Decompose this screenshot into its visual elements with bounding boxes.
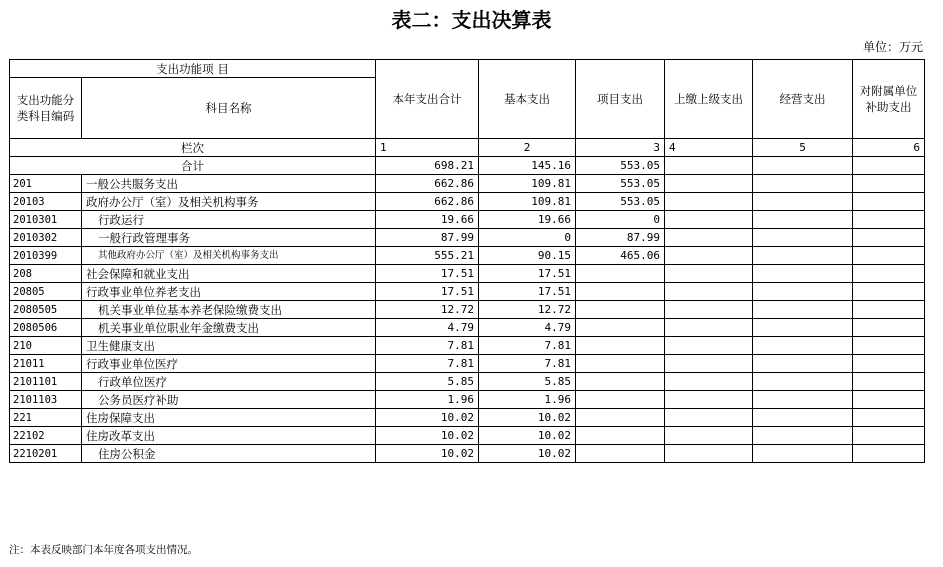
row-code: 20103 <box>10 193 82 211</box>
row-value-5 <box>753 193 853 211</box>
total-value-4 <box>665 157 753 175</box>
row-value-6 <box>853 409 925 427</box>
row-value-5 <box>753 445 853 463</box>
row-value-1: 662.86 <box>376 175 479 193</box>
row-value-1: 4.79 <box>376 319 479 337</box>
column-index-5: 5 <box>753 139 853 157</box>
row-value-3: 465.06 <box>576 247 665 265</box>
row-value-1: 5.85 <box>376 373 479 391</box>
row-value-1: 7.81 <box>376 337 479 355</box>
row-value-3: 553.05 <box>576 175 665 193</box>
table-row <box>10 391 925 409</box>
table-row <box>10 175 925 193</box>
table-row <box>10 283 925 301</box>
row-value-3 <box>576 427 665 445</box>
row-name: 住房公积金 <box>82 445 376 463</box>
col-header-project: 项目支出 <box>576 60 665 139</box>
row-value-6 <box>853 211 925 229</box>
row-value-1: 1.96 <box>376 391 479 409</box>
row-value-4 <box>665 319 753 337</box>
row-value-5 <box>753 373 853 391</box>
row-value-4 <box>665 373 753 391</box>
row-value-4 <box>665 355 753 373</box>
row-value-6 <box>853 337 925 355</box>
page-title: 表二：支出决算表 <box>391 8 552 32</box>
row-value-2: 12.72 <box>479 301 576 319</box>
total-value-3: 553.05 <box>576 157 665 175</box>
row-value-2: 0 <box>479 229 576 247</box>
code-header: 支出功能分类科目编码 <box>10 78 82 139</box>
row-value-3 <box>576 319 665 337</box>
row-code: 208 <box>10 265 82 283</box>
footnote: 注：本表反映部门本年度各项支出情况。 <box>9 544 198 556</box>
row-value-3 <box>576 373 665 391</box>
row-value-2: 7.81 <box>479 355 576 373</box>
row-value-5 <box>753 427 853 445</box>
row-code: 210 <box>10 337 82 355</box>
table-row <box>10 247 925 265</box>
row-value-6 <box>853 427 925 445</box>
header-row-top <box>10 60 925 78</box>
row-value-3 <box>576 391 665 409</box>
row-value-4 <box>665 445 753 463</box>
row-value-1: 662.86 <box>376 193 479 211</box>
name-header: 科目名称 <box>82 78 376 139</box>
table-row <box>10 373 925 391</box>
row-value-5 <box>753 319 853 337</box>
column-index-4: 4 <box>665 139 753 157</box>
row-value-5 <box>753 229 853 247</box>
row-value-3: 553.05 <box>576 193 665 211</box>
row-value-6 <box>853 373 925 391</box>
col-header-operating: 经营支出 <box>753 60 853 139</box>
row-value-3 <box>576 409 665 427</box>
column-index-6: 6 <box>853 139 925 157</box>
table-row <box>10 211 925 229</box>
row-value-5 <box>753 409 853 427</box>
row-value-2: 109.81 <box>479 175 576 193</box>
row-name: 机关事业单位基本养老保险缴费支出 <box>82 301 376 319</box>
total-value-1: 698.21 <box>376 157 479 175</box>
total-value-6 <box>853 157 925 175</box>
column-index-1: 1 <box>376 139 479 157</box>
column-index-row <box>10 139 925 157</box>
row-value-5 <box>753 355 853 373</box>
table-row <box>10 337 925 355</box>
row-value-5 <box>753 211 853 229</box>
row-code: 20805 <box>10 283 82 301</box>
expenditure-table <box>9 59 925 463</box>
row-value-1: 17.51 <box>376 283 479 301</box>
row-value-6 <box>853 319 925 337</box>
row-value-6 <box>853 445 925 463</box>
expenditure-rows <box>10 175 925 463</box>
unit-label: 单位：万元 <box>862 40 923 54</box>
row-code: 2080505 <box>10 301 82 319</box>
row-value-1: 10.02 <box>376 409 479 427</box>
total-label: 合计 <box>10 157 376 175</box>
total-row <box>10 157 925 175</box>
row-value-4 <box>665 211 753 229</box>
row-name: 卫生健康支出 <box>82 337 376 355</box>
row-code: 221 <box>10 409 82 427</box>
row-value-3 <box>576 337 665 355</box>
row-code: 2101103 <box>10 391 82 409</box>
row-value-2: 19.66 <box>479 211 576 229</box>
row-code: 2210201 <box>10 445 82 463</box>
row-code: 2010302 <box>10 229 82 247</box>
row-code: 21011 <box>10 355 82 373</box>
row-name: 一般行政管理事务 <box>82 229 376 247</box>
row-value-1: 555.21 <box>376 247 479 265</box>
table-row <box>10 193 925 211</box>
row-value-4 <box>665 337 753 355</box>
col-header-remit-upper: 上缴上级支出 <box>665 60 753 139</box>
row-value-3 <box>576 265 665 283</box>
table-row <box>10 355 925 373</box>
row-value-1: 10.02 <box>376 427 479 445</box>
total-value-5 <box>753 157 853 175</box>
row-name: 其他政府办公厅（室）及相关机构事务支出 <box>82 247 376 265</box>
row-value-2: 1.96 <box>479 391 576 409</box>
table-row <box>10 427 925 445</box>
row-value-4 <box>665 247 753 265</box>
row-code: 2101101 <box>10 373 82 391</box>
table-row <box>10 409 925 427</box>
row-value-5 <box>753 265 853 283</box>
row-name: 住房改革支出 <box>82 427 376 445</box>
row-code: 2080506 <box>10 319 82 337</box>
row-value-3: 0 <box>576 211 665 229</box>
total-value-2: 145.16 <box>479 157 576 175</box>
row-value-2: 17.51 <box>479 265 576 283</box>
column-index-3: 3 <box>576 139 665 157</box>
row-value-6 <box>853 283 925 301</box>
row-value-4 <box>665 193 753 211</box>
table-row <box>10 301 925 319</box>
row-value-2: 90.15 <box>479 247 576 265</box>
row-value-6 <box>853 175 925 193</box>
row-value-6 <box>853 265 925 283</box>
row-code: 2010399 <box>10 247 82 265</box>
row-name: 行政事业单位养老支出 <box>82 283 376 301</box>
row-value-5 <box>753 337 853 355</box>
row-value-1: 17.51 <box>376 265 479 283</box>
row-value-6 <box>853 229 925 247</box>
row-value-2: 10.02 <box>479 427 576 445</box>
row-code: 22102 <box>10 427 82 445</box>
row-value-1: 7.81 <box>376 355 479 373</box>
row-value-4 <box>665 283 753 301</box>
row-value-1: 87.99 <box>376 229 479 247</box>
table-row <box>10 265 925 283</box>
table-row <box>10 229 925 247</box>
col-header-total: 本年支出合计 <box>376 60 479 139</box>
row-value-2: 4.79 <box>479 319 576 337</box>
row-code: 2010301 <box>10 211 82 229</box>
col-header-basic: 基本支出 <box>479 60 576 139</box>
row-value-3 <box>576 301 665 319</box>
column-index-label: 栏次 <box>10 139 376 157</box>
row-name: 机关事业单位职业年金缴费支出 <box>82 319 376 337</box>
row-value-5 <box>753 175 853 193</box>
row-value-3 <box>576 283 665 301</box>
row-value-3 <box>576 355 665 373</box>
row-value-5 <box>753 301 853 319</box>
row-value-5 <box>753 283 853 301</box>
row-value-2: 109.81 <box>479 193 576 211</box>
row-name: 行政运行 <box>82 211 376 229</box>
row-value-4 <box>665 301 753 319</box>
row-value-6 <box>853 391 925 409</box>
row-value-4 <box>665 409 753 427</box>
row-name: 社会保障和就业支出 <box>82 265 376 283</box>
function-group-header: 支出功能项 目 <box>10 60 376 78</box>
row-value-6 <box>853 247 925 265</box>
row-value-2: 10.02 <box>479 445 576 463</box>
row-value-2: 17.51 <box>479 283 576 301</box>
row-value-4 <box>665 175 753 193</box>
row-code: 201 <box>10 175 82 193</box>
row-value-3 <box>576 445 665 463</box>
row-value-4 <box>665 391 753 409</box>
row-value-4 <box>665 229 753 247</box>
row-value-6 <box>853 355 925 373</box>
row-name: 公务员医疗补助 <box>82 391 376 409</box>
row-value-1: 12.72 <box>376 301 479 319</box>
table-row <box>10 319 925 337</box>
row-value-6 <box>853 193 925 211</box>
row-name: 行政单位医疗 <box>82 373 376 391</box>
row-value-5 <box>753 391 853 409</box>
row-value-2: 10.02 <box>479 409 576 427</box>
row-name: 一般公共服务支出 <box>82 175 376 193</box>
row-value-6 <box>853 301 925 319</box>
row-value-4 <box>665 427 753 445</box>
row-name: 住房保障支出 <box>82 409 376 427</box>
row-name: 政府办公厅（室）及相关机构事务 <box>82 193 376 211</box>
row-name: 行政事业单位医疗 <box>82 355 376 373</box>
row-value-1: 10.02 <box>376 445 479 463</box>
column-index-2: 2 <box>479 139 576 157</box>
col-header-subsidy: 对附属单位补助支出 <box>853 60 925 139</box>
row-value-2: 7.81 <box>479 337 576 355</box>
table-row <box>10 445 925 463</box>
row-value-3: 87.99 <box>576 229 665 247</box>
row-value-2: 5.85 <box>479 373 576 391</box>
row-value-4 <box>665 265 753 283</box>
row-value-5 <box>753 247 853 265</box>
row-value-1: 19.66 <box>376 211 479 229</box>
